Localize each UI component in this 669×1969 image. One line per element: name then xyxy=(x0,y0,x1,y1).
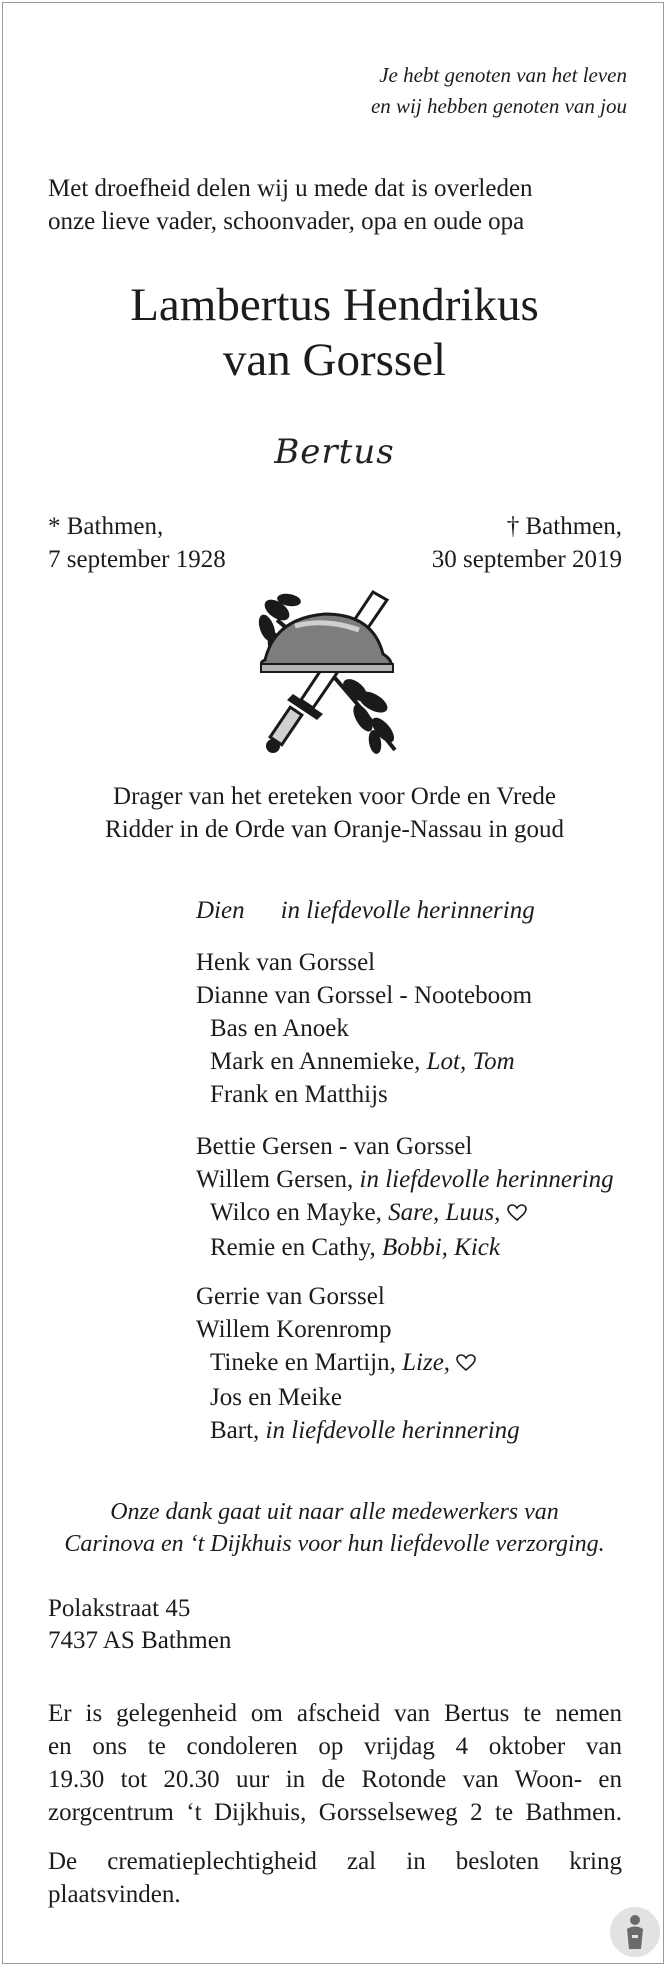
death-place: † Bathmen, xyxy=(506,513,622,540)
grandchild-names: Mark en Annemieke, xyxy=(210,1048,427,1075)
list-item: Dianne van Gorssel - Nooteboom xyxy=(196,982,533,1009)
grandchild-names: Wilco en Mayke, xyxy=(210,1199,389,1226)
correspondence-address xyxy=(48,1593,231,1657)
intro-line-2: onze lieve vader, schoonvader, opa en oude opa xyxy=(48,208,525,235)
address-street: Polakstraat 45 xyxy=(48,1595,191,1622)
condolence-line-1: Er is gelegenheid om afscheid van Bertus te nemen xyxy=(48,1700,622,1727)
family-group-1 xyxy=(196,946,532,1111)
condolence-line-3: 19.30 tot 20.30 uur in de Rotonde van Woon- en xyxy=(48,1766,622,1793)
birth-info xyxy=(48,510,226,576)
list-item xyxy=(196,1045,532,1078)
address-city: 7437 AS Bathmen xyxy=(48,1627,232,1654)
honors xyxy=(0,780,669,846)
memory-note: in liefdevolle herinnering xyxy=(359,1166,614,1193)
intro-line-1: Met droefheid delen wij u mede dat is overleden xyxy=(48,175,533,202)
spouse-memory: in liefdevolle herinnering xyxy=(280,897,535,924)
list-item: Bas en Anoek xyxy=(210,1015,349,1042)
list-item xyxy=(196,1414,520,1447)
death-date: 30 september 2019 xyxy=(431,546,622,573)
family-group-2 xyxy=(196,1130,614,1264)
condolence-line-2: en ons te condoleren op vrijdag 4 oktober van xyxy=(48,1733,622,1760)
grandchild-names: Tineke en Martijn, xyxy=(210,1349,403,1376)
cremation-paragraph xyxy=(48,1845,622,1911)
cremation-line-1: De crematieplechtigheid zal in besloten kring xyxy=(48,1848,622,1875)
great-grandchild-names: Sare, Luus, xyxy=(388,1199,501,1226)
deceased-name xyxy=(0,278,669,388)
family-member-name: Willem Gersen, xyxy=(196,1166,360,1193)
condolence-line-4: zorgcentrum ‘t Dijkhuis, Gorsselseweg 2 te Bathmen. xyxy=(48,1799,622,1826)
thanks-line-1: Onze dank gaat uit naar alle medewerkers van xyxy=(110,1499,559,1525)
thanks-line-2: Carinova en ‘t Dijkhuis voor hun liefdevolle verzorging. xyxy=(64,1531,605,1557)
motto-line-2: en wij hebben genoten van jou xyxy=(370,94,627,118)
birth-date: 7 september 1928 xyxy=(48,546,226,573)
honors-line-1: Drager van het ereteken voor Orde en Vrede xyxy=(113,783,556,810)
nickname: Bertus xyxy=(274,432,395,472)
mourning-figure-logo-icon xyxy=(608,1905,662,1964)
great-grandchild-names: Lize, xyxy=(402,1349,451,1376)
list-item: Bettie Gersen - van Gorssel xyxy=(196,1133,473,1160)
list-item: Henk van Gorssel xyxy=(196,949,376,976)
list-item: Gerrie van Gorssel xyxy=(196,1283,385,1310)
heart-outline-icon xyxy=(507,1198,527,1231)
thanks-note xyxy=(0,1496,669,1560)
name-line-1: Lambertus Hendrikus xyxy=(130,279,539,331)
motto xyxy=(371,60,627,122)
list-item xyxy=(196,1196,614,1231)
grandchild-name: Bart, xyxy=(210,1417,266,1444)
family-group-3 xyxy=(196,1280,520,1447)
condolence-paragraph xyxy=(48,1697,622,1829)
memory-note: in liefdevolle herinnering xyxy=(265,1417,520,1444)
heart-outline-icon xyxy=(456,1348,476,1381)
cremation-line-2: plaatsvinden. xyxy=(48,1881,181,1908)
list-item xyxy=(196,1231,614,1264)
motto-line-1: Je hebt genoten van het leven xyxy=(379,63,627,87)
great-grandchild-names: Lot, Tom xyxy=(426,1048,515,1075)
birth-place: * Bathmen, xyxy=(48,513,164,540)
spouse-name: Dien xyxy=(196,897,245,924)
list-item: Willem Korenromp xyxy=(196,1316,392,1343)
intro-text xyxy=(48,172,533,238)
name-line-2: van Gorssel xyxy=(222,334,447,386)
helmet-sword-laurel-icon xyxy=(255,590,405,765)
list-item: Frank en Matthijs xyxy=(210,1081,388,1108)
death-info xyxy=(432,510,622,576)
list-item xyxy=(196,1163,614,1196)
list-item xyxy=(196,1346,520,1381)
honors-line-2: Ridder in de Orde van Oranje-Nassau in goud xyxy=(105,816,564,843)
spouse-line xyxy=(196,894,535,927)
list-item: Jos en Meike xyxy=(210,1384,342,1411)
great-grandchild-names: Bobbi, Kick xyxy=(381,1234,500,1261)
grandchild-names: Remie en Cathy, xyxy=(210,1234,382,1261)
